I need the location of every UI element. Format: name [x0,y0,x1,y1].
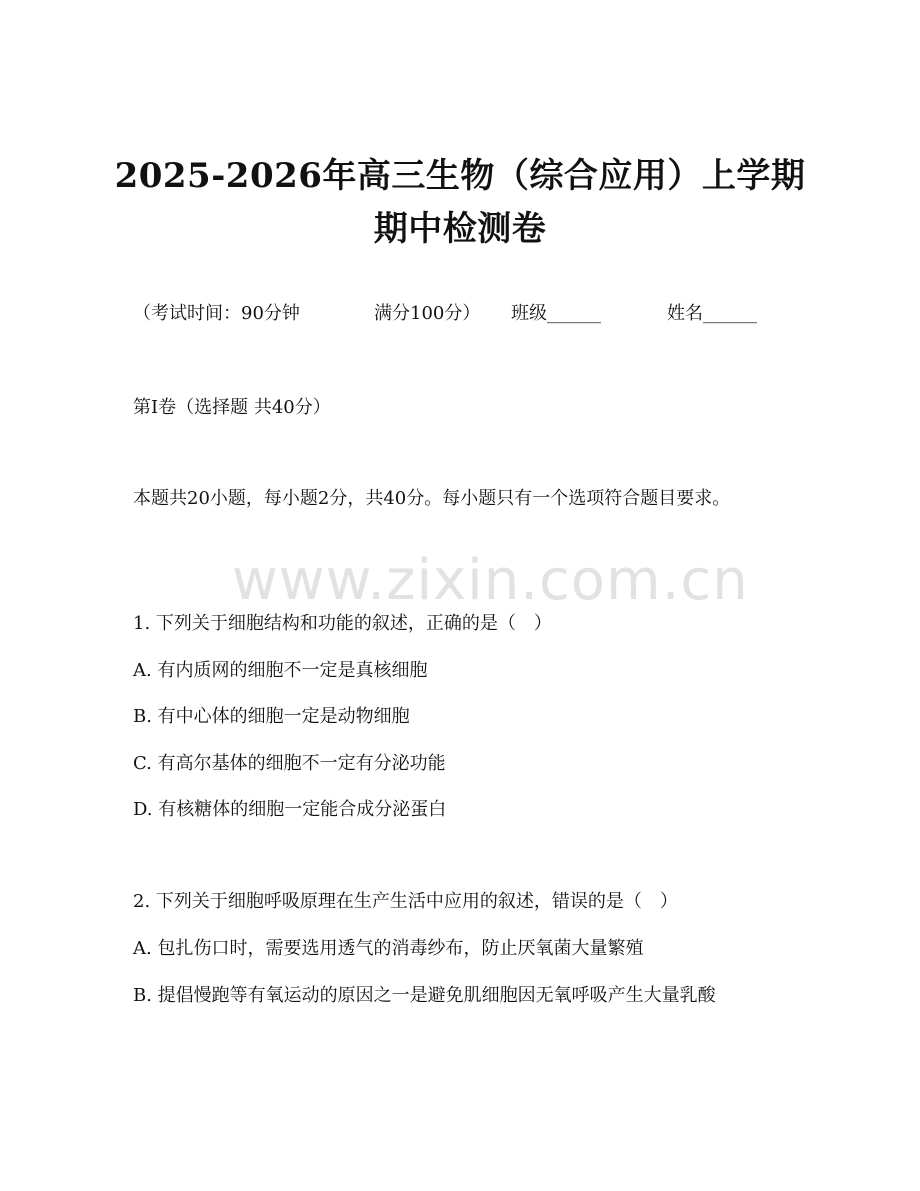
question-1 [133,610,783,824]
watermark: www.zixin.com.cn [232,548,749,613]
full-marks: 满分100分） [374,303,481,324]
section-heading: 第I卷（选择题 共40分） [133,397,331,418]
document-title [80,150,840,256]
option-a: A. 有内质网的细胞不一定是真核细胞 [133,659,428,681]
name-field: 姓名______ [667,303,757,324]
instruction-text: 本题共20小题，每小题2分，共40分。每小题只有一个选项符合题目要求。 [133,488,731,509]
option-a: A. 包扎伤口时，需要选用透气的消毒纱布，防止厌氧菌大量繁殖 [133,937,644,959]
exam-time: （考试时间：90分钟 [133,303,300,324]
question-stem: 1. 下列关于细胞结构和功能的叙述，正确的是（ ） [133,613,552,634]
question-stem: 2. 下列关于细胞呼吸原理在生产生活中应用的叙述，错误的是（ ） [133,891,678,912]
option-b: B. 有中心体的细胞一定是动物细胞 [133,706,410,727]
title-line-2: 期中检测卷 [373,209,547,249]
title-line-1: 2025-2026年高三生物（综合应用）上学期 [114,156,806,196]
question-2 [133,888,783,1011]
option-b: B. 提倡慢跑等有氧运动的原因之一是避免肌细胞因无氧呼吸产生大量乳酸 [133,985,716,1006]
class-field: 班级______ [511,303,601,324]
option-c: C. 有高尔基体的细胞不一定有分泌功能 [133,752,446,774]
option-d: D. 有核糖体的细胞一定能合成分泌蛋白 [133,799,447,820]
